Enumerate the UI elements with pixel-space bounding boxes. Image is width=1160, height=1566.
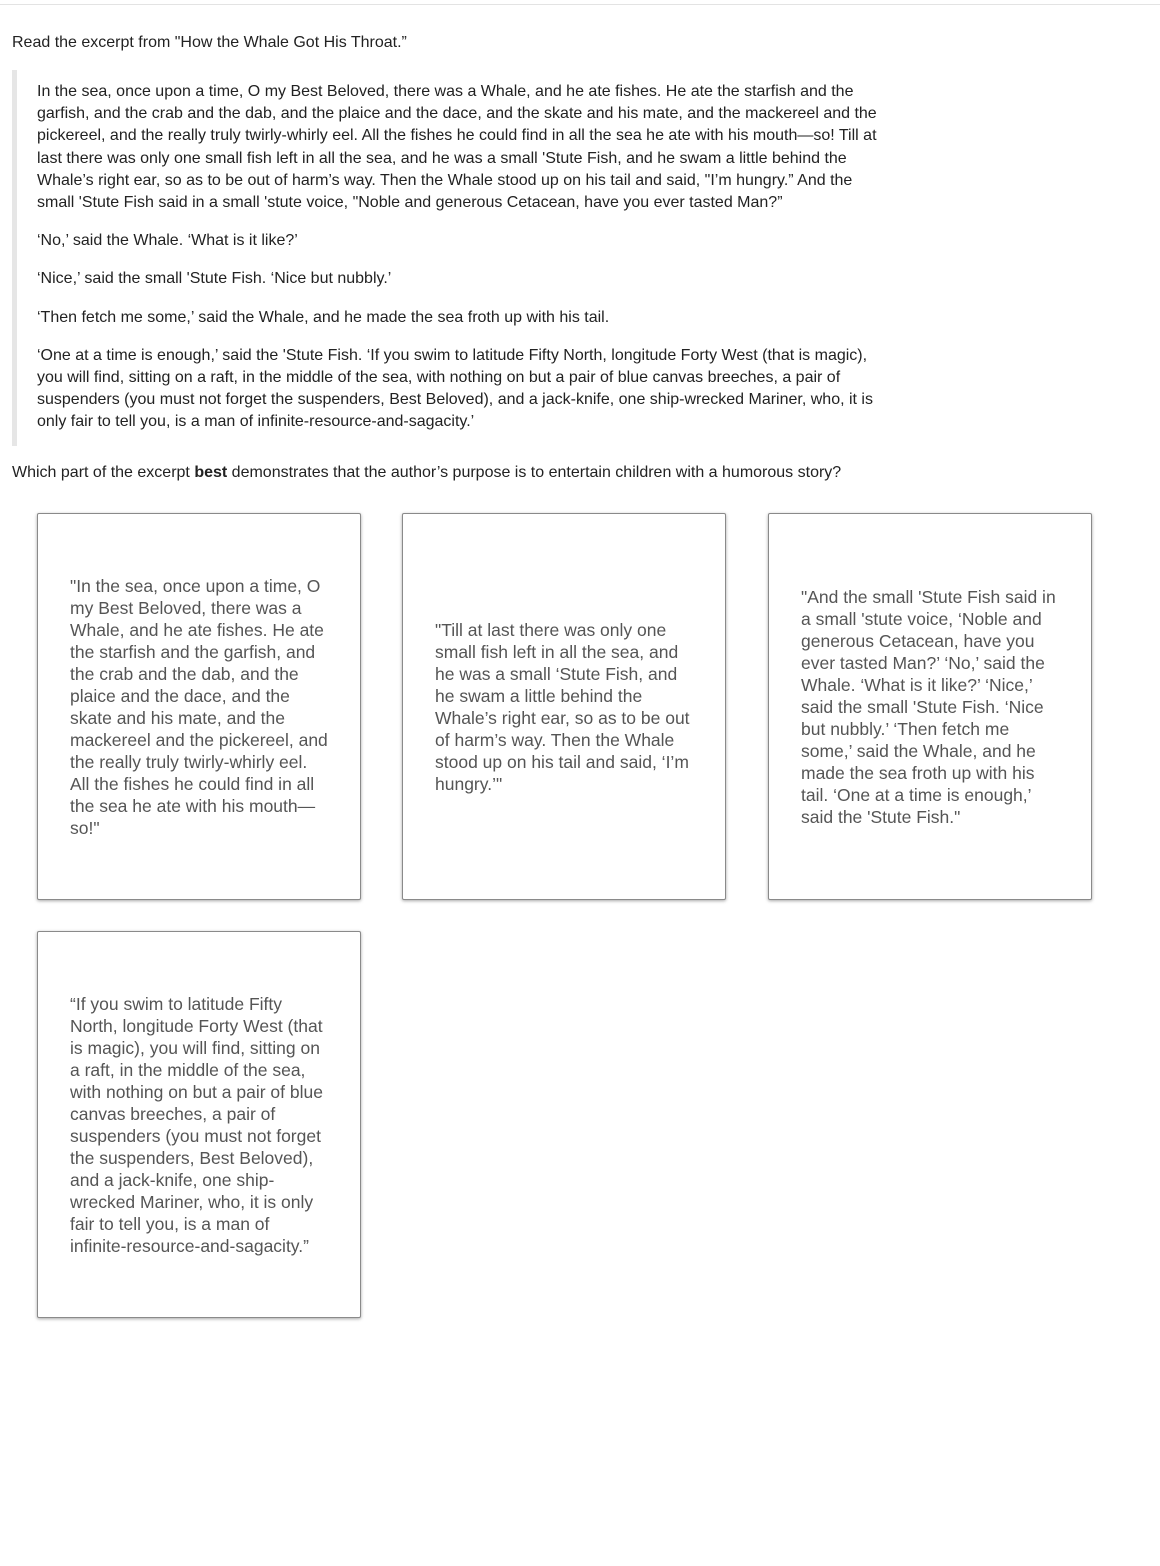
question-text-before: Which part of the excerpt — [12, 464, 195, 481]
question-text-after: demonstrates that the author’s purpose is to entertain children with a humorous story? — [227, 464, 842, 481]
answer-choice-1[interactable] — [37, 513, 361, 900]
intro-text: Read the excerpt from "How the Whale Got His Throat.” — [12, 34, 407, 51]
answer-choice-text: "In the sea, once upon a time, O my Best Beloved, there was a Whale, and he ate fishes. He ate the starfish and the garfish, and the crab and the dab, and the plaice and the dace, and the skate and his mate, and the mackereel and the pickereel, and the really truly twirly-whirly eel. All the fishes he could find in all the sea he ate with his mouth—so!" — [70, 575, 328, 838]
answer-choice-text: "Till at last there was only one small fish left in all the sea, and he was a small ‘Stute Fish, and he swam a little behind the Whale’s right ear, so as to be out of harm’s way. Then the Whale stood up on his tail and said, ‘I’m hungry.’" — [435, 619, 690, 794]
excerpt-paragraph: ‘No,’ said the Whale. ‘What is it like?’ — [37, 232, 298, 250]
answer-choice-text: "And the small 'Stute Fish said in a small 'stute voice, ‘Noble and generous Cetacean, have you ever tasted Man?’ ‘No,’ said the Whale. ‘What is it like?’ ‘Nice,’ said the small 'Stute Fish. ‘Nice but nubbly.’ ‘Then fetch me some,’ said the Whale, and he made the sea froth up with his tail. ‘One at a time is enough,’ said the 'Stute Fish." — [801, 586, 1056, 827]
question-prompt — [12, 463, 841, 483]
excerpt-paragraph: ‘One at a time is enough,’ said the 'Stute Fish. ‘If you swim to latitude Fifty North, longitude Forty West (that is magic), you will find, sitting on a raft, in the middle of the sea, with nothing on but a pair of blue canvas breeches, a pair of suspenders (you must not forget the suspenders, Best Beloved), and a jack-knife, one ship-wrecked Mariner, who, it is only fair to tell you, is a man of infinite-resource-and-sagacity.’ — [37, 346, 873, 431]
answer-choice-2[interactable] — [402, 513, 726, 900]
excerpt-paragraph: ‘Nice,’ said the small 'Stute Fish. ‘Nice but nubbly.’ — [37, 270, 392, 288]
excerpt-paragraph: ‘Then fetch me some,’ said the Whale, and he made the sea froth up with his tail. — [37, 308, 610, 326]
question-emphasis: best — [194, 464, 228, 481]
excerpt-paragraph: In the sea, once upon a time, O my Best Beloved, there was a Whale, and he ate fishes. He ate the starfish and the garfish, and the crab and the dab, and the plaice and the dace, and the skate and his mate, and the mackereel and the pickereel, and the really truly twirly-whirly eel. All the fishes he could find in all the sea he ate with his mouth—so! Till at last there was only one small fish left in all the sea, and he was a small 'Stute Fish, and he swam a little behind the Whale’s right ear, so as to be out of harm’s way. Then the Whale stood up on his tail and said, "I’m hungry.” And the small 'Stute Fish said in a small 'stute voice, "Noble and generous Cetacean, have you ever tasted Man?” — [37, 83, 877, 212]
top-divider — [0, 4, 1160, 5]
answer-choice-4[interactable] — [37, 931, 361, 1318]
excerpt-blockquote — [12, 70, 892, 446]
answer-choice-text: “If you swim to latitude Fifty North, longitude Forty West (that is magic), you will find, sitting on a raft, in the middle of the sea, with nothing on but a pair of blue canvas breeches, a pair of suspenders (you must not forget the suspenders, Best Beloved), and a jack-knife, one ship-wrecked Mariner, who, it is only fair to tell you, is a man of infinite-resource-and-sagacity.” — [70, 993, 323, 1256]
answer-choice-3[interactable] — [768, 513, 1092, 900]
